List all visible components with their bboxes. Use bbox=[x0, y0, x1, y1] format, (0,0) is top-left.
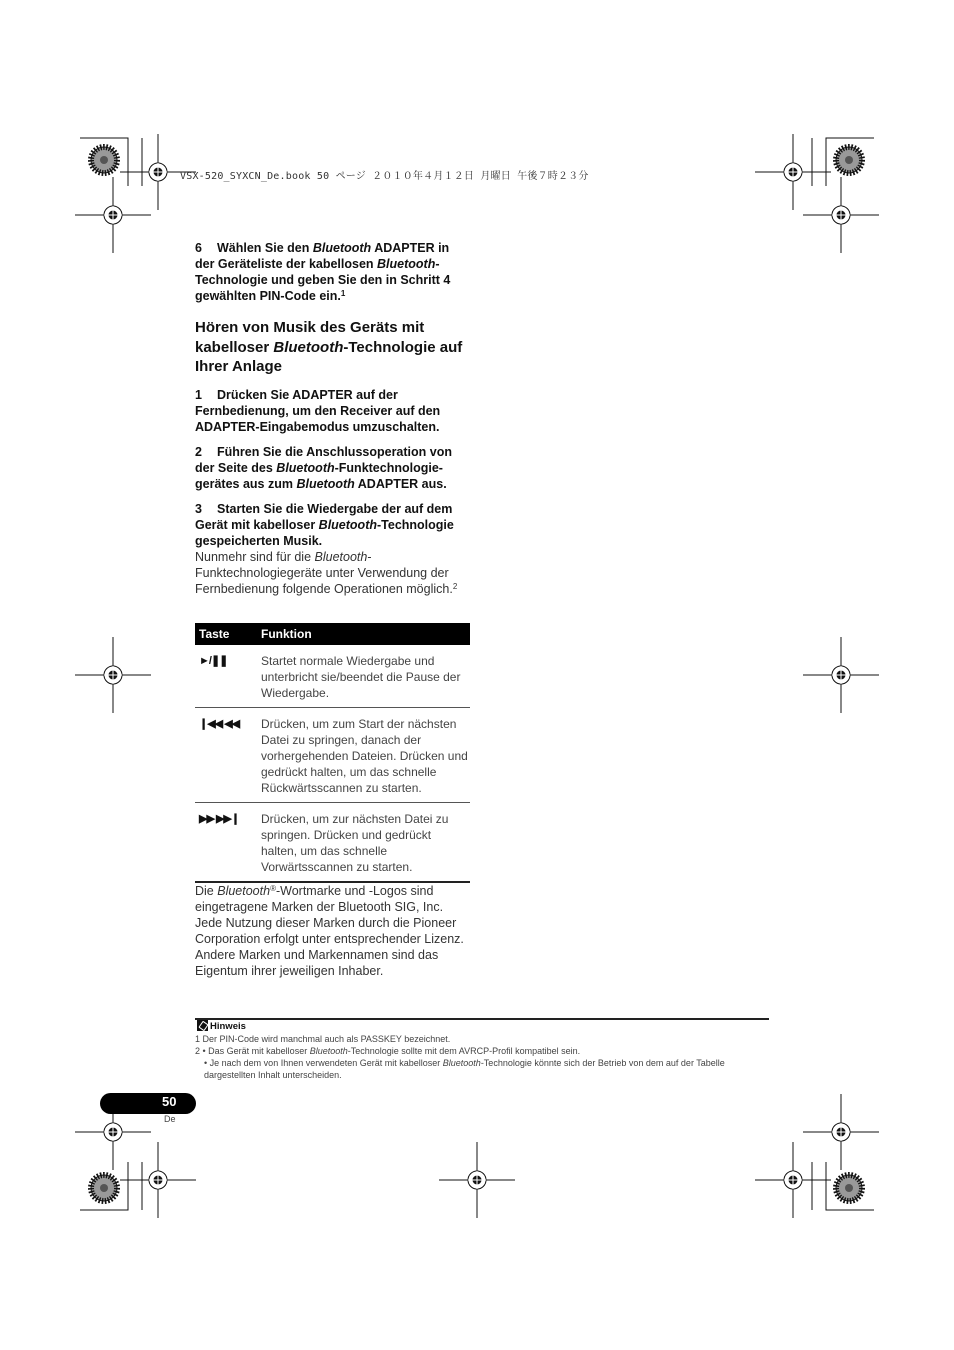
table-header-row bbox=[195, 623, 470, 645]
book-info-line: VSX-520_SYXCN_De.book 50 ページ ２０１０年４月１２日 月曜日 午後７時２３分 bbox=[180, 171, 589, 182]
column-header-taste: Taste bbox=[195, 623, 257, 645]
registration-mark-icon bbox=[120, 1142, 196, 1218]
page-number: 50 bbox=[162, 1094, 177, 1109]
table-row bbox=[195, 803, 470, 883]
star-target-icon bbox=[91, 1175, 117, 1201]
language-code: De bbox=[164, 1114, 176, 1124]
section-heading: Hören von Musik des Geräts mit kabelloser Bluetooth-Technologie auf Ihrer Anlage bbox=[195, 319, 463, 375]
forward-next-key: ▶▶ ▶▶❙ bbox=[195, 803, 257, 883]
trademark-notice: Die Bluetooth®-Wortmarke und -Logos sind eingetragene Marken der Bluetooth SIG, Inc. Jede Nutzung dieser Marken durch die Pioneer Corporation erfolgt unter entsprechender Lizenz. Andere Marken und Markennamen sind das Eigentum ihrer jeweiligen Inhaber. bbox=[195, 884, 464, 978]
star-target-icon bbox=[91, 147, 117, 173]
play-pause-key: ►/❚❚ bbox=[195, 645, 257, 708]
registration-mark-icon bbox=[755, 134, 831, 210]
table-row bbox=[195, 708, 470, 803]
previous-rewind-key: ❙◀◀ ◀◀ bbox=[195, 708, 257, 803]
step-6: 6 Wählen Sie den Bluetooth ADAPTER in der Geräteliste der kabellosen Bluetooth-Technologie und geben Sie den in Schritt 4 gewählten PIN-Code ein.$^1$ bbox=[195, 241, 451, 303]
table-cell-description: Drücken, um zum Start der nächsten Datei zu springen, danach der vorhergehenden Dateien. Drücken und gedrückt halten, um das schnelle Rückwärtsscannen zu starten. bbox=[257, 708, 470, 803]
step-2: 2 Führen Sie die Anschlussoperation von der Seite des Bluetooth-Funktechnologie-gerätes aus zum Bluetooth ADAPTER aus. bbox=[195, 445, 452, 491]
registration-mark-icon bbox=[75, 637, 151, 713]
registration-mark-icon bbox=[755, 1142, 831, 1218]
star-target-icon bbox=[836, 147, 862, 173]
note-title: Hinweis bbox=[197, 1020, 246, 1032]
table-cell-description: Startet normale Wiedergabe und unterbricht sie/beendet die Pause der Wiedergabe. bbox=[257, 645, 470, 708]
note-2a: 2 • Das Gerät mit kabelloser Bluetooth-Technologie sollte mit dem AVRCP-Profil kompatibel sein. bbox=[195, 1046, 581, 1056]
table-cell-description: Drücken, um zur nächsten Datei zu springen. Drücken und gedrückt halten, um das schnelle Vorwärtsscannen zu starten. bbox=[257, 803, 470, 883]
page-number-badge bbox=[100, 1093, 196, 1114]
note-2b: • Je nach dem von Ihnen verwendeten Gerät mit kabelloser Bluetooth-Technologie könnte sich der Betrieb von dem auf der Tabelle dargestellten Inhalt unterscheiden. bbox=[204, 1058, 725, 1080]
registration-mark-icon bbox=[75, 177, 151, 253]
step-3: 3 Starten Sie die Wiedergabe der auf dem Gerät mit kabelloser Bluetooth-Technologie gespeicherten Musik. bbox=[195, 502, 454, 548]
registration-mark-icon bbox=[803, 177, 879, 253]
operations-intro: Nunmehr sind für die Bluetooth-Funktechnologiegeräte unter Verwendung der Fernbedienung folgende Operationen möglich.$^2$ bbox=[195, 550, 458, 596]
table-row bbox=[195, 645, 470, 708]
note-1: 1 Der PIN-Code wird manchmal auch als PASSKEY bezeichnet. bbox=[195, 1034, 451, 1044]
note-divider bbox=[195, 1018, 769, 1020]
step-1: 1 Drücken Sie ADAPTER auf der Fernbedienung, um den Receiver auf den ADAPTER-Eingabemodus umzuschalten. bbox=[195, 388, 441, 434]
column-header-funktion: Funktion bbox=[257, 623, 470, 645]
registration-mark-icon bbox=[803, 637, 879, 713]
registration-mark-icon bbox=[439, 1142, 515, 1218]
star-target-icon bbox=[836, 1175, 862, 1201]
function-table bbox=[195, 623, 470, 883]
registration-mark-icon bbox=[803, 1094, 879, 1170]
pencil-icon bbox=[197, 1020, 208, 1031]
